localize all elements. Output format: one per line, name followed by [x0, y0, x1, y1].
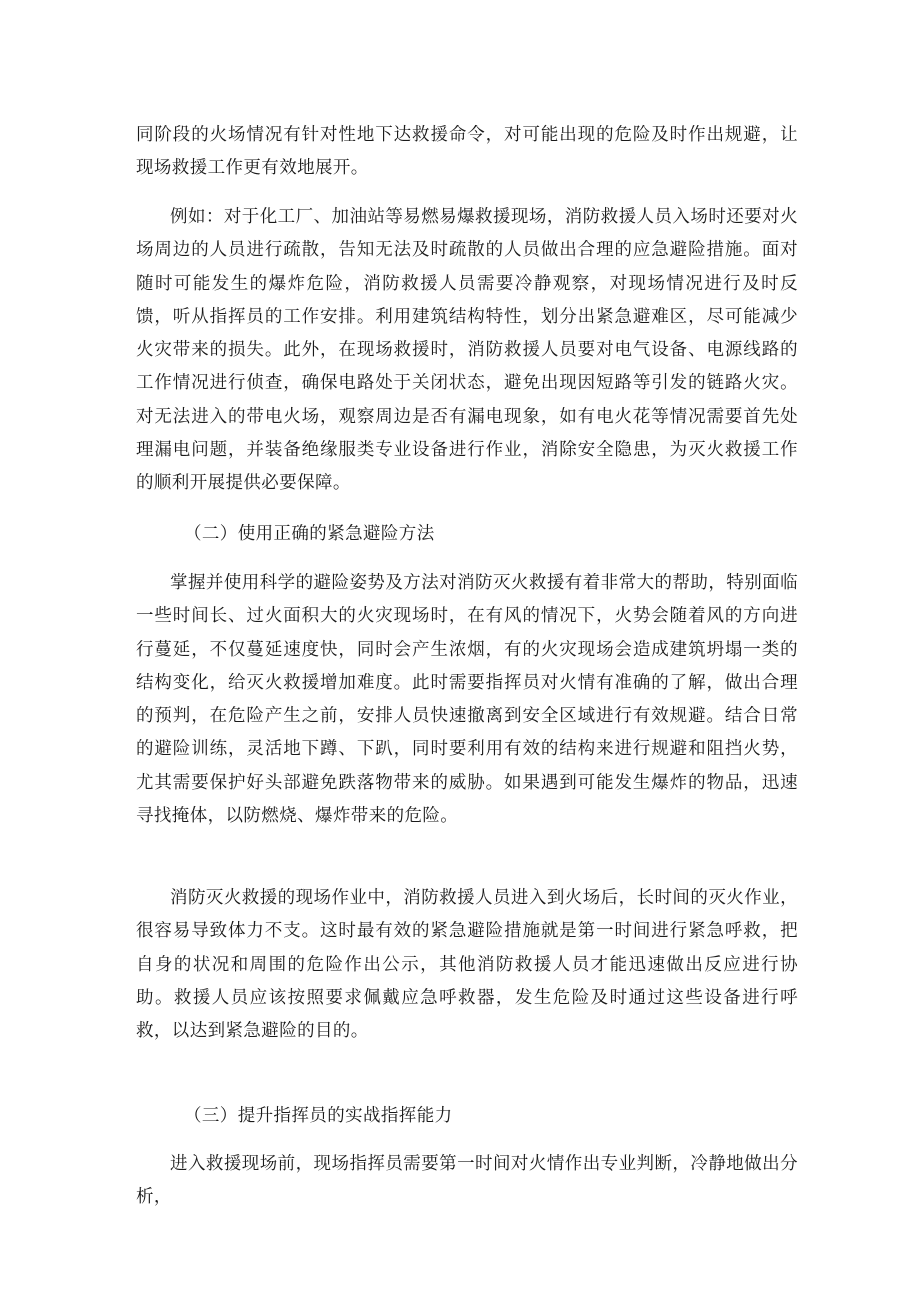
paragraph-continuation: 同阶段的火场情况有针对性地下达救援命令，对可能出现的危险及时作出规避，让现场救援工作更有效地展开。 — [136, 125, 798, 179]
paragraph-commander-judgment: 进入救援现场前，现场指挥员需要第一时间对火情作出专业判断，冷静地做出分析， — [136, 1154, 798, 1208]
section-heading-3: （三）提升指挥员的实战指挥能力 — [184, 1106, 453, 1126]
paragraph-evasion-methods: 掌握并使用科学的避险姿势及方法对消防灭火救援有着非常大的帮助，特别面临一些时间长、过火面积大的火灾现场时，在有风的情况下，火势会随着风的方向进行蔓延，不仅蔓延速度快，同时会产生浓烟，有的火灾现场会造成建筑坍塌一类的结构变化，给灭火救援增加难度。此时需要指挥员对火情有准确的了解，做出合理的预判，在危险产生之前，安排人员快速撤离到安全区域进行有效规避。结合日常的避险训练，灵活地下蹲、下趴，同时要利用有效的结构来进行规避和阻挡火势，尤其需要保护好头部避免跌落物带来的威胁。如果遇到可能发生爆炸的物品，迅速寻找掩体，以防燃烧、爆炸带来的危险。 — [136, 573, 798, 827]
section-heading-2: （二）使用正确的紧急避险方法 — [184, 524, 435, 544]
paragraph-emergency-call: 消防灭火救援的现场作业中，消防救援人员进入到火场后，长时间的灭火作业，很容易导致体力不支。这时最有效的紧急避险措施就是第一时间进行紧急呼救，把自身的状况和周围的危险作出公示，其他消防救援人员才能迅速做出反应进行协助。救援人员应该按照要求佩戴应急呼救器，发生危险及时通过这些设备进行呼救，以达到紧急避险的目的。 — [136, 888, 798, 1042]
paragraph-hazardous-site-example: 例如：对于化工厂、加油站等易燃易爆救援现场，消防救援人员入场时还要对火场周边的人员进行疏散，告知无法及时疏散的人员做出合理的应急避险措施。面对随时可能发生的爆炸危险，消防救援人员需要冷静观察，对现场情况进行及时反馈，听从指挥员的工作安排。利用建筑结构特性，划分出紧急避难区，尽可能减少火灾带来的损失。此外，在现场救援时，消防救援人员要对电气设备、电源线路的工作情况进行侦查，确保电路处于关闭状态，避免出现因短路等引发的链路火灾。对无法进入的带电火场，观察周边是否有漏电现象，如有电火花等情况需要首先处理漏电问题，并装备绝缘服类专业设备进行作业，消除安全隐患，为灭火救援工作的顺利开展提供必要保障。 — [136, 207, 798, 494]
